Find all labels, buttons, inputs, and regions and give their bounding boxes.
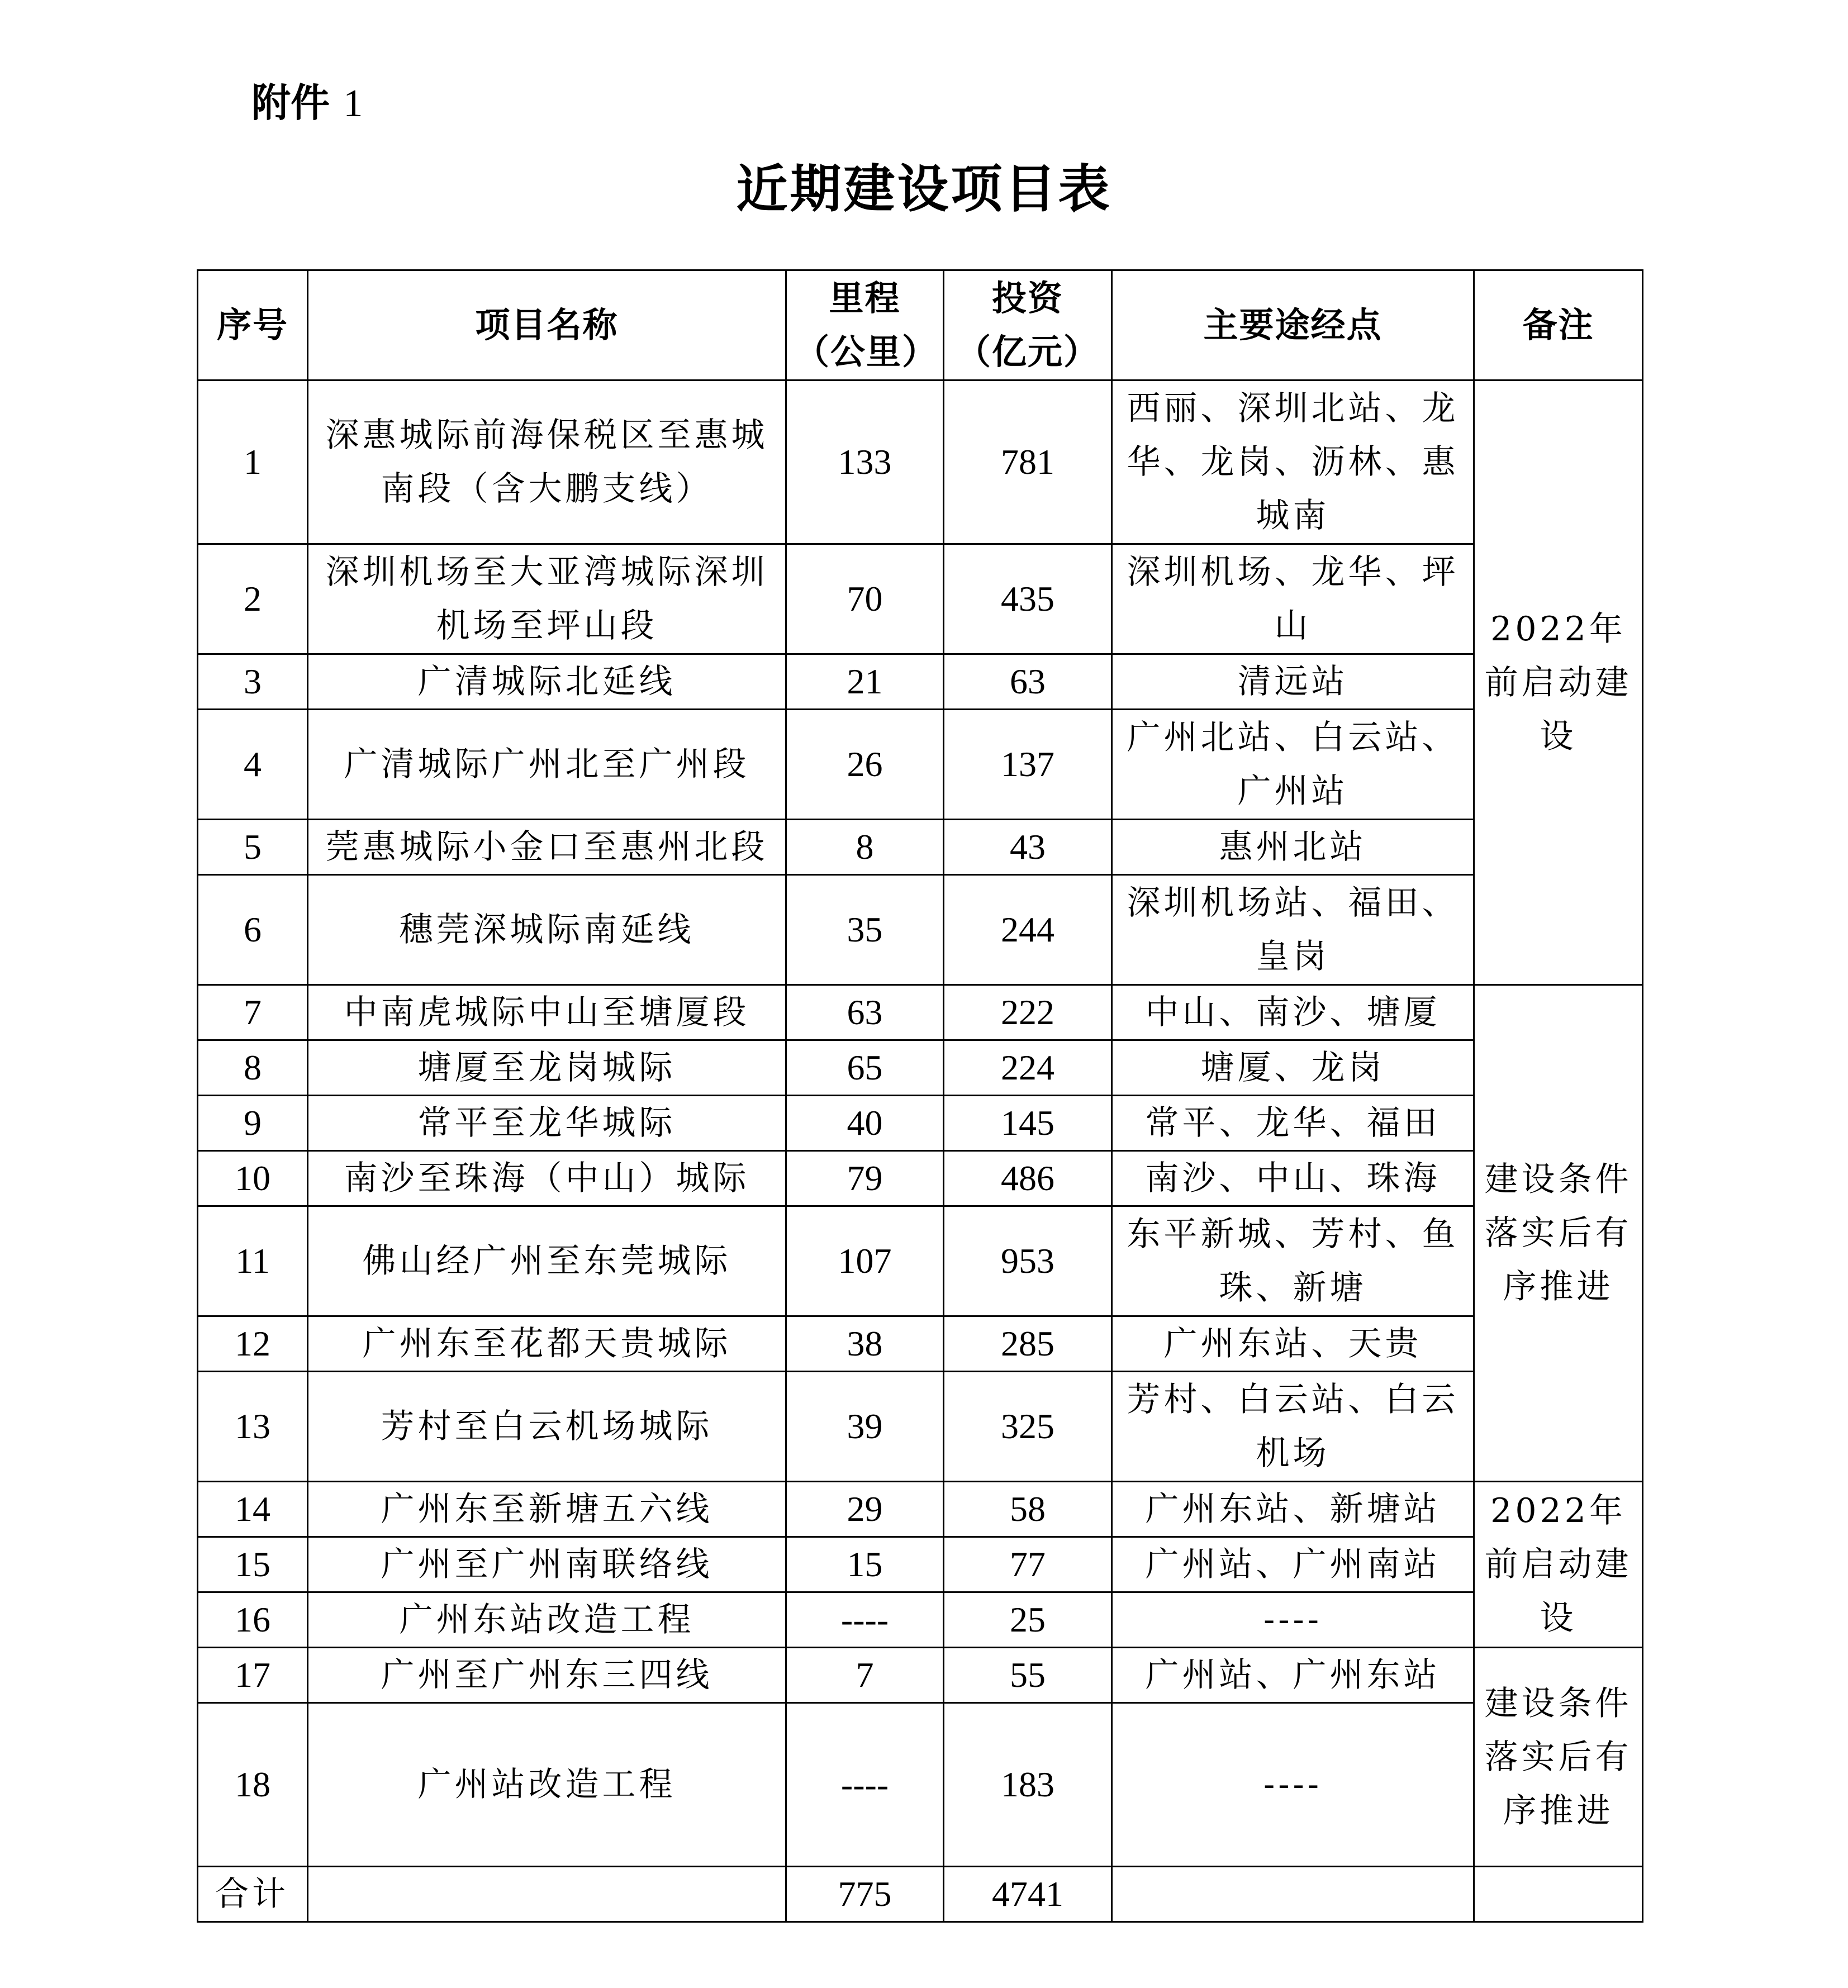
cell-seq: 16 xyxy=(198,1592,308,1648)
total-row xyxy=(198,1867,1643,1922)
cell-mileage: 29 xyxy=(786,1482,944,1537)
cell-seq: 5 xyxy=(198,820,308,875)
cell-name: 塘厦至龙岗城际 xyxy=(308,1040,786,1096)
cell-name: 穗莞深城际南延线 xyxy=(308,875,786,985)
cell-seq: 8 xyxy=(198,1040,308,1096)
table-row xyxy=(198,820,1643,875)
table-row xyxy=(198,1703,1643,1867)
cell-route: 广州站、广州南站 xyxy=(1112,1537,1474,1592)
cell-name: 广州东站改造工程 xyxy=(308,1592,786,1648)
cell-mileage: 107 xyxy=(786,1206,944,1316)
header-route: 主要途经点 xyxy=(1112,270,1474,381)
header-mileage-line1: 里程 xyxy=(829,278,901,318)
cell-name: 南沙至珠海（中山）城际 xyxy=(308,1151,786,1206)
cell-route: 广州东站、天贵 xyxy=(1112,1316,1474,1372)
cell-mileage: 39 xyxy=(786,1372,944,1482)
header-invest-line2: （亿元） xyxy=(956,331,1099,372)
total-note-empty xyxy=(1474,1867,1643,1922)
cell-mileage: 26 xyxy=(786,710,944,820)
table-row xyxy=(198,1537,1643,1592)
cell-invest: 25 xyxy=(944,1592,1112,1648)
table-row xyxy=(198,1040,1643,1096)
cell-route: 常平、龙华、福田 xyxy=(1112,1096,1474,1151)
cell-note: 建设条件落实后有序推进 xyxy=(1474,1648,1643,1867)
cell-mileage: 79 xyxy=(786,1151,944,1206)
cell-seq: 14 xyxy=(198,1482,308,1537)
cell-route: 西丽、深圳北站、龙华、龙岗、沥林、惠城南 xyxy=(1112,381,1474,544)
cell-name: 广州站改造工程 xyxy=(308,1703,786,1867)
projects-table xyxy=(197,269,1643,1923)
cell-seq: 2 xyxy=(198,544,308,654)
table-row xyxy=(198,985,1643,1040)
header-row xyxy=(198,270,1643,381)
cell-mileage: ---- xyxy=(786,1703,944,1867)
table-row xyxy=(198,1592,1643,1648)
cell-name: 中南虎城际中山至塘厦段 xyxy=(308,985,786,1040)
cell-invest: 145 xyxy=(944,1096,1112,1151)
cell-name: 深惠城际前海保税区至惠城南段（含大鹏支线） xyxy=(308,381,786,544)
cell-invest: 63 xyxy=(944,654,1112,710)
cell-mileage: 15 xyxy=(786,1537,944,1592)
cell-route: 塘厦、龙岗 xyxy=(1112,1040,1474,1096)
cell-route: 清远站 xyxy=(1112,654,1474,710)
cell-seq: 9 xyxy=(198,1096,308,1151)
header-invest-line1: 投资 xyxy=(991,278,1063,318)
header-mileage-line2: （公里） xyxy=(795,331,938,372)
cell-mileage: 63 xyxy=(786,985,944,1040)
header-invest xyxy=(944,270,1112,381)
cell-invest: 183 xyxy=(944,1703,1112,1867)
cell-name: 芳村至白云机场城际 xyxy=(308,1372,786,1482)
cell-invest: 43 xyxy=(944,820,1112,875)
cell-route: 深圳机场站、福田、皇岗 xyxy=(1112,875,1474,985)
table-row xyxy=(198,654,1643,710)
cell-route: 东平新城、芳村、鱼珠、新塘 xyxy=(1112,1206,1474,1316)
attachment-label xyxy=(251,72,363,128)
cell-mileage: 21 xyxy=(786,654,944,710)
cell-seq: 3 xyxy=(198,654,308,710)
table-row xyxy=(198,875,1643,985)
cell-name: 广州至广州东三四线 xyxy=(308,1648,786,1703)
cell-name: 常平至龙华城际 xyxy=(308,1096,786,1151)
cell-invest: 58 xyxy=(944,1482,1112,1537)
cell-name: 广州至广州南联络线 xyxy=(308,1537,786,1592)
cell-name: 广清城际广州北至广州段 xyxy=(308,710,786,820)
table-row xyxy=(198,1648,1643,1703)
table-row xyxy=(198,544,1643,654)
cell-route: 深圳机场、龙华、坪山 xyxy=(1112,544,1474,654)
cell-invest: 224 xyxy=(944,1040,1112,1096)
cell-route: ---- xyxy=(1112,1592,1474,1648)
table-row xyxy=(198,1482,1643,1537)
cell-seq: 12 xyxy=(198,1316,308,1372)
total-invest: 4741 xyxy=(944,1867,1112,1922)
cell-note: 2022年前启动建设 xyxy=(1474,1482,1643,1648)
cell-seq: 6 xyxy=(198,875,308,985)
cell-invest: 435 xyxy=(944,544,1112,654)
cell-seq: 18 xyxy=(198,1703,308,1867)
cell-mileage: 40 xyxy=(786,1096,944,1151)
header-mileage xyxy=(786,270,944,381)
cell-note: 建设条件落实后有序推进 xyxy=(1474,985,1643,1482)
cell-route: 广州北站、白云站、广州站 xyxy=(1112,710,1474,820)
cell-route: 中山、南沙、塘厦 xyxy=(1112,985,1474,1040)
cell-name: 广清城际北延线 xyxy=(308,654,786,710)
cell-name: 深圳机场至大亚湾城际深圳机场至坪山段 xyxy=(308,544,786,654)
cell-invest: 137 xyxy=(944,710,1112,820)
table-row xyxy=(198,1316,1643,1372)
cell-seq: 13 xyxy=(198,1372,308,1482)
cell-name: 莞惠城际小金口至惠州北段 xyxy=(308,820,786,875)
cell-mileage: 38 xyxy=(786,1316,944,1372)
cell-invest: 953 xyxy=(944,1206,1112,1316)
cell-mileage: 70 xyxy=(786,544,944,654)
cell-route: 广州站、广州东站 xyxy=(1112,1648,1474,1703)
cell-mileage: 133 xyxy=(786,381,944,544)
cell-route: 广州东站、新塘站 xyxy=(1112,1482,1474,1537)
cell-mileage: 8 xyxy=(786,820,944,875)
cell-mileage: ---- xyxy=(786,1592,944,1648)
cell-name: 佛山经广州至东莞城际 xyxy=(308,1206,786,1316)
cell-invest: 244 xyxy=(944,875,1112,985)
cell-invest: 325 xyxy=(944,1372,1112,1482)
cell-invest: 285 xyxy=(944,1316,1112,1372)
cell-route: 芳村、白云站、白云机场 xyxy=(1112,1372,1474,1482)
cell-mileage: 35 xyxy=(786,875,944,985)
cell-route: ---- xyxy=(1112,1703,1474,1867)
table-row xyxy=(198,710,1643,820)
table-row xyxy=(198,1151,1643,1206)
cell-invest: 486 xyxy=(944,1151,1112,1206)
attachment-text: 附件 xyxy=(251,80,330,126)
cell-note: 2022年前启动建设 xyxy=(1474,381,1643,985)
cell-seq: 11 xyxy=(198,1206,308,1316)
cell-route: 惠州北站 xyxy=(1112,820,1474,875)
cell-invest: 77 xyxy=(944,1537,1112,1592)
total-mileage: 775 xyxy=(786,1867,944,1922)
cell-mileage: 65 xyxy=(786,1040,944,1096)
cell-invest: 222 xyxy=(944,985,1112,1040)
table-row xyxy=(198,1096,1643,1151)
table-row xyxy=(198,381,1643,544)
cell-mileage: 7 xyxy=(786,1648,944,1703)
header-name: 项目名称 xyxy=(308,270,786,381)
total-route-empty xyxy=(1112,1867,1474,1922)
table-row xyxy=(198,1372,1643,1482)
cell-seq: 10 xyxy=(198,1151,308,1206)
header-note: 备注 xyxy=(1474,270,1643,381)
attachment-number: 1 xyxy=(343,82,363,125)
cell-invest: 55 xyxy=(944,1648,1112,1703)
header-seq: 序号 xyxy=(198,270,308,381)
total-label: 合计 xyxy=(198,1867,308,1922)
cell-seq: 17 xyxy=(198,1648,308,1703)
cell-route: 南沙、中山、珠海 xyxy=(1112,1151,1474,1206)
cell-seq: 15 xyxy=(198,1537,308,1592)
cell-seq: 7 xyxy=(198,985,308,1040)
total-name-empty xyxy=(308,1867,786,1922)
cell-seq: 1 xyxy=(198,381,308,544)
cell-seq: 4 xyxy=(198,710,308,820)
cell-name: 广州东至花都天贵城际 xyxy=(308,1316,786,1372)
cell-name: 广州东至新塘五六线 xyxy=(308,1482,786,1537)
page-title: 近期建设项目表 xyxy=(736,159,1112,219)
cell-invest: 781 xyxy=(944,381,1112,544)
table-row xyxy=(198,1206,1643,1316)
